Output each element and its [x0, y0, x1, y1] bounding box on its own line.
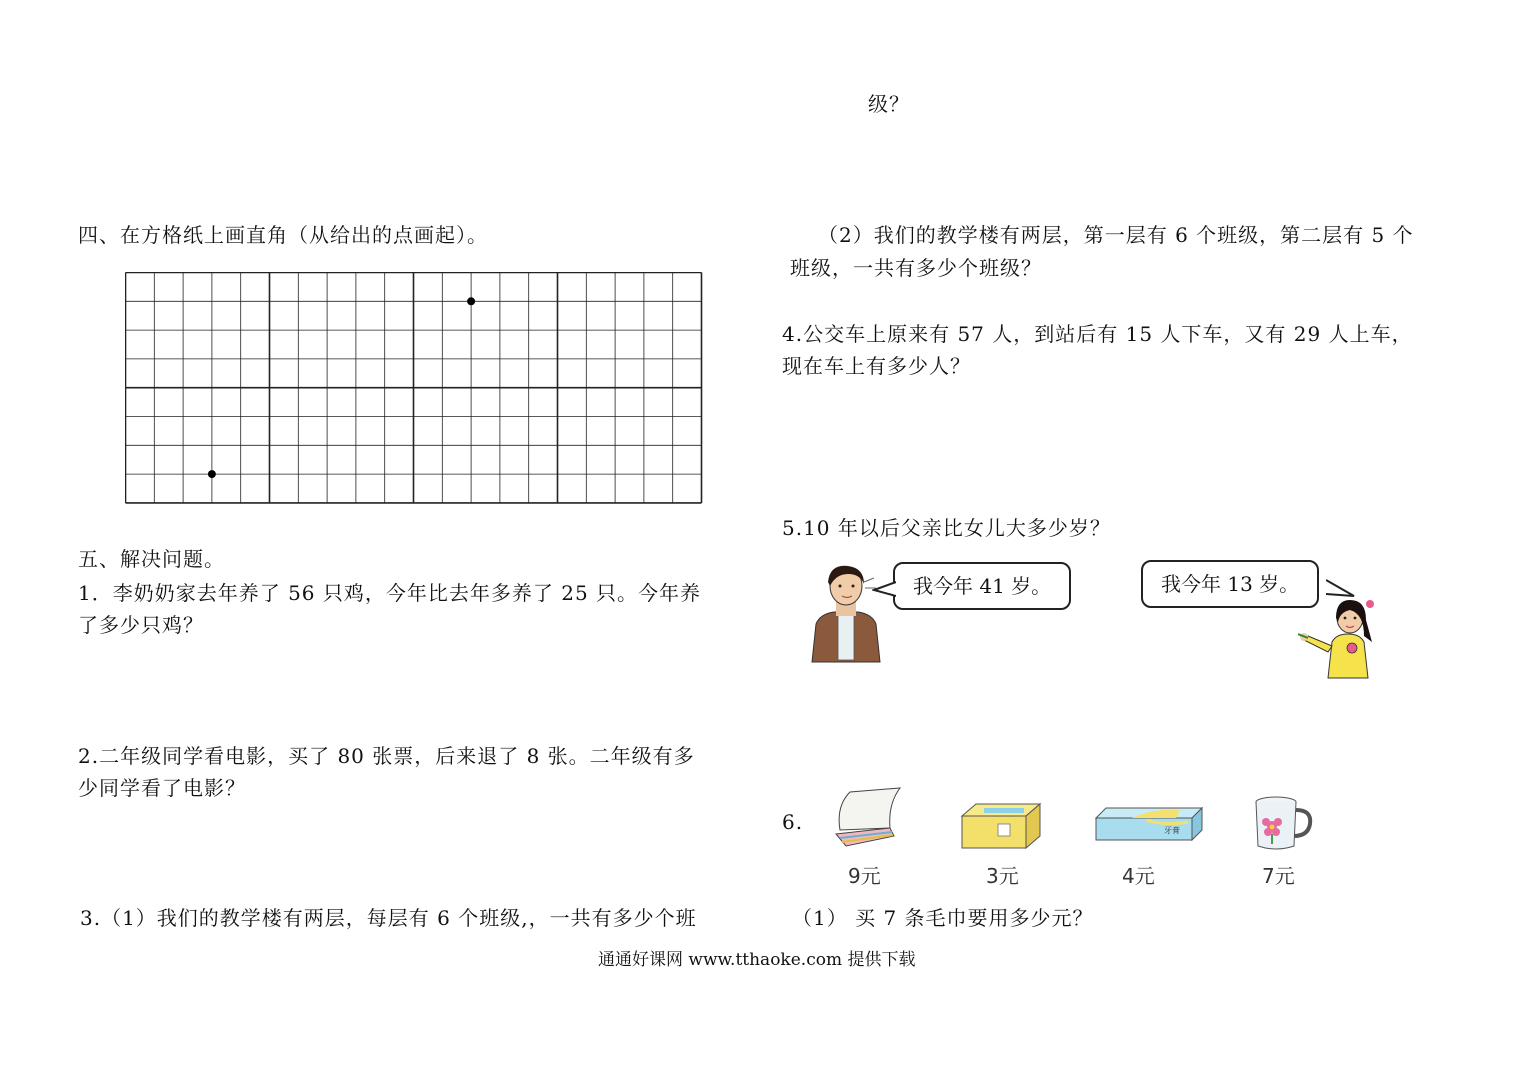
mug-icon — [1252, 794, 1314, 852]
mug-price: 7元 — [1262, 864, 1295, 888]
box-icon — [958, 802, 1044, 850]
q2-line1: 2.二年级同学看电影，买了 80 张票，后来退了 8 张。二年级有多 — [78, 744, 695, 768]
father-bubble-tail — [872, 580, 896, 600]
towel-icon — [832, 786, 904, 848]
top-fragment: 级？ — [868, 92, 910, 116]
toothpaste-price: 4元 — [1122, 864, 1155, 888]
toothpaste-label: 牙膏 — [1164, 826, 1180, 835]
q1-line2: 了多少只鸡？ — [78, 613, 204, 637]
father-illustration — [808, 562, 884, 666]
q2-line2: 少同学看了电影？ — [78, 776, 246, 800]
section4-heading: 四、在方格纸上画直角（从给出的点画起）。 — [78, 223, 488, 247]
q1-line1: 1．李奶奶家去年养了 56 只鸡，今年比去年多养了 25 只。今年养 — [78, 581, 702, 605]
grid-start-point — [208, 470, 216, 478]
daughter-speech-bubble — [1141, 560, 1319, 608]
daughter-speech: 我今年 13 岁。 — [1161, 572, 1300, 596]
section5-heading: 五、解决问题。 — [78, 547, 225, 571]
box-price: 3元 — [986, 864, 1019, 888]
q3b-line2: 班级，一共有多少个班级？ — [790, 256, 1042, 280]
q4-line2: 现在车上有多少人？ — [782, 354, 971, 378]
footer-credit: 通通好课网 www.tthaoke.com 提供下载 — [598, 950, 916, 970]
grid-paper[interactable] — [125, 272, 703, 506]
daughter-illustration — [1298, 592, 1398, 680]
toothpaste-icon — [1092, 806, 1204, 842]
father-speech-bubble — [893, 562, 1071, 610]
q3b-line1: （2）我们的教学楼有两层，第一层有 6 个班级，第二层有 5 个 — [818, 223, 1414, 247]
q6-label: 6. — [782, 810, 804, 834]
q3-line1: 3.（1）我们的教学楼有两层，每层有 6 个班级,，一共有多少个班 — [80, 906, 697, 930]
q5-text: 5.10 年以后父亲比女儿大多少岁？ — [782, 516, 1111, 540]
q6-part1: （1） 买 7 条毛巾要用多少元？ — [792, 906, 1094, 930]
q4-line1: 4.公交车上原来有 57 人，到站后有 15 人下车，又有 29 人上车， — [782, 322, 1413, 346]
towel-price: 9元 — [848, 864, 881, 888]
father-speech: 我今年 41 岁。 — [913, 574, 1052, 598]
grid-start-point — [467, 297, 475, 305]
